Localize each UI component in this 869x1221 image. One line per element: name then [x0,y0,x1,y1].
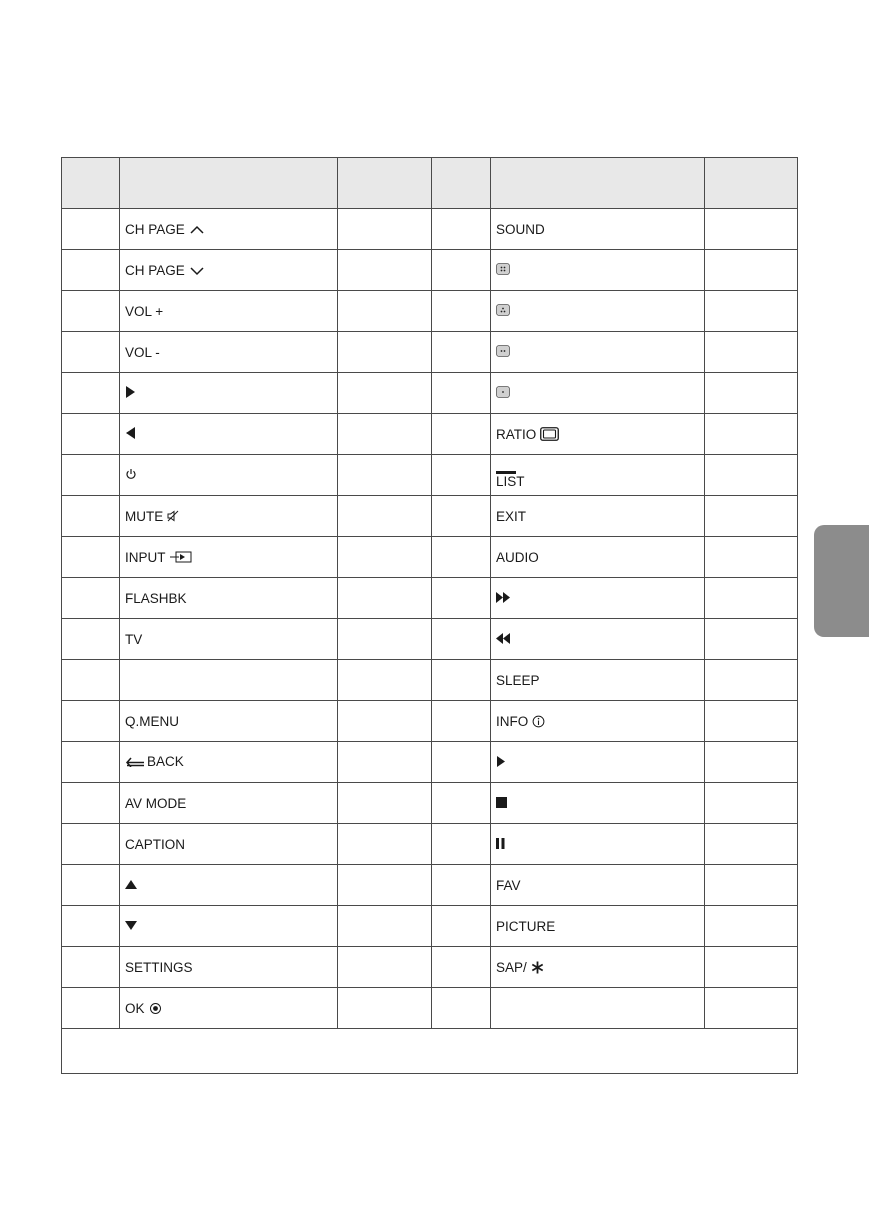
table-row [62,332,798,373]
right-code-cell [432,947,491,988]
button-label [496,304,510,316]
left-value-cell [338,332,432,373]
button-label-text: SOUND [496,221,545,237]
right-code-cell [432,906,491,947]
left-value-cell [338,578,432,619]
chevron-up-icon [189,224,205,235]
button-label [496,471,525,488]
right-code-cell [432,742,491,783]
button-label-text: MUTE [125,508,164,524]
left-button-name-cell [120,373,338,414]
button-label [496,633,511,644]
button-label-text: INPUT [125,549,166,565]
rewind-icon [496,633,511,644]
button-label-text: CAPTION [125,836,186,852]
left-code-cell [62,537,120,578]
left-code-cell [62,619,120,660]
left-code-cell [62,742,120,783]
button-label [496,222,545,237]
right-button-name-cell [491,619,705,660]
table-row [62,660,798,701]
left-code-cell [62,496,120,537]
right-value-cell [705,455,798,496]
arrow-right-icon [125,386,136,398]
button-label [496,919,555,934]
right-button-name-cell [491,742,705,783]
left-code-cell [62,947,120,988]
right-code-cell [432,824,491,865]
right-code-cell [432,332,491,373]
left-button-name-cell [120,906,338,947]
left-button-name-cell [120,537,338,578]
left-button-name-cell [120,660,338,701]
button-label [125,222,205,237]
button-label [125,1001,162,1016]
button-label [496,592,511,603]
left-value-cell [338,865,432,906]
left-code-cell [62,988,120,1029]
button-label-text: FAV [496,877,521,893]
right-button-name-cell [491,906,705,947]
button-label-text: RATIO [496,426,537,442]
right-code-cell [432,865,491,906]
right-code-cell [432,496,491,537]
right-code-cell [432,250,491,291]
left-code-cell [62,701,120,742]
button-label-text: TV [125,631,143,647]
right-button-name-cell [491,455,705,496]
table-row [62,250,798,291]
left-button-name-cell [120,291,338,332]
back-icon [125,755,145,767]
left-button-name-cell [120,824,338,865]
table-footer-note [62,1029,798,1074]
info-icon [532,715,545,728]
two-dot-key-icon [496,345,510,357]
button-label [496,960,544,975]
left-button-name-cell [120,209,338,250]
right-value-cell [705,701,798,742]
left-value-cell [338,988,432,1029]
right-button-name-cell [491,988,705,1029]
left-button-name-cell [120,250,338,291]
left-value-cell [338,496,432,537]
button-label-text: Q.MENU [125,713,179,729]
right-code-cell [432,373,491,414]
one-dot-key-icon [496,386,510,398]
left-value-cell [338,250,432,291]
right-button-name-cell [491,209,705,250]
left-value-cell [338,824,432,865]
right-code-cell [432,660,491,701]
button-label-text: PICTURE [496,918,556,934]
pause-icon [496,838,505,849]
button-label-text: OK [125,1000,145,1016]
button-label [496,386,510,398]
button-label-text: SLEEP [496,672,540,688]
button-label [496,878,521,893]
four-dot-key-icon [496,263,510,275]
table-row [62,414,798,455]
table-row [62,578,798,619]
table-row [62,947,798,988]
header-cell [491,158,705,209]
button-label [125,468,137,480]
right-code-cell [432,209,491,250]
table-row [62,455,798,496]
button-label [496,838,505,849]
input-icon [170,551,192,563]
button-label-text: CH PAGE [125,262,185,278]
left-value-cell [338,660,432,701]
left-code-cell [62,455,120,496]
button-label [125,714,179,729]
power-icon [125,468,137,480]
button-label-text: SETTINGS [125,959,193,975]
left-code-cell [62,209,120,250]
left-code-cell [62,906,120,947]
three-dot-key-icon [496,304,510,316]
table-row [62,209,798,250]
right-value-cell [705,250,798,291]
left-value-cell [338,783,432,824]
right-value-cell [705,906,798,947]
left-value-cell [338,373,432,414]
table-row [62,537,798,578]
button-label [125,427,136,439]
table-row [62,988,798,1029]
right-button-name-cell [491,537,705,578]
button-label [125,837,185,852]
left-value-cell [338,619,432,660]
right-code-cell [432,291,491,332]
table-row [62,373,798,414]
left-button-name-cell [120,865,338,906]
table-row [62,701,798,742]
header-cell [705,158,798,209]
button-label [125,960,193,975]
right-code-cell [432,455,491,496]
button-label [125,632,142,647]
left-code-cell [62,660,120,701]
stop-icon [496,797,507,808]
right-button-name-cell [491,496,705,537]
button-label-text: CH PAGE [125,221,185,237]
left-value-cell [338,537,432,578]
right-code-cell [432,619,491,660]
left-value-cell [338,947,432,988]
button-label [496,797,507,808]
right-value-cell [705,414,798,455]
right-button-name-cell [491,578,705,619]
left-value-cell [338,291,432,332]
right-code-cell [432,988,491,1029]
right-button-name-cell [491,865,705,906]
button-label [125,386,136,398]
fast-forward-icon [496,592,511,603]
right-value-cell [705,783,798,824]
left-button-name-cell [120,619,338,660]
table-header-row [62,158,798,209]
button-label-text: LIST [496,474,525,489]
asterisk-icon [531,961,544,974]
right-value-cell [705,373,798,414]
button-label-text: AV MODE [125,795,187,811]
left-button-name-cell [120,455,338,496]
left-code-cell [62,291,120,332]
right-value-cell [705,742,798,783]
right-button-name-cell [491,250,705,291]
right-button-name-cell [491,291,705,332]
button-label-text: VOL + [125,303,164,319]
right-value-cell [705,660,798,701]
left-code-cell [62,373,120,414]
header-cell [432,158,491,209]
button-label [125,591,187,606]
right-value-cell [705,209,798,250]
left-button-name-cell [120,742,338,783]
left-code-cell [62,578,120,619]
chevron-down-icon [189,265,205,276]
mute-icon [167,510,180,522]
right-value-cell [705,496,798,537]
button-label [496,509,526,524]
button-label-text: INFO [496,713,529,729]
left-code-cell [62,783,120,824]
ok-dot-icon [149,1002,162,1015]
left-button-name-cell [120,947,338,988]
right-value-cell [705,947,798,988]
right-code-cell [432,414,491,455]
left-value-cell [338,701,432,742]
table-row [62,824,798,865]
button-label [496,714,545,729]
table-row [62,742,798,783]
header-cell [62,158,120,209]
left-value-cell [338,742,432,783]
arrow-down-icon [125,920,137,931]
left-code-cell [62,414,120,455]
button-label-text: AUDIO [496,549,539,565]
left-button-name-cell [120,783,338,824]
left-button-name-cell [120,578,338,619]
button-label [125,920,137,931]
right-value-cell [705,332,798,373]
left-button-name-cell [120,701,338,742]
right-value-cell [705,865,798,906]
table-row [62,291,798,332]
button-label [125,754,184,769]
arrow-left-icon [125,427,136,439]
list-bar-icon [496,471,525,488]
button-label-text: EXIT [496,508,527,524]
left-value-cell [338,906,432,947]
button-label [496,756,506,767]
button-label [125,263,205,278]
left-value-cell [338,209,432,250]
header-cell [338,158,432,209]
left-code-cell [62,250,120,291]
left-code-cell [62,332,120,373]
right-value-cell [705,537,798,578]
button-label [496,673,540,688]
right-button-name-cell [491,373,705,414]
right-value-cell [705,988,798,1029]
button-label-text: SAP/ [496,959,527,975]
table-row [62,865,798,906]
table-row [62,783,798,824]
left-button-name-cell [120,988,338,1029]
left-button-name-cell [120,332,338,373]
right-value-cell [705,291,798,332]
right-button-name-cell [491,824,705,865]
button-label [125,345,160,360]
button-label [496,345,510,357]
button-label [125,550,192,565]
ir-code-table [61,157,798,1074]
right-value-cell [705,619,798,660]
button-label [125,879,137,890]
button-label [496,550,539,565]
left-code-cell [62,824,120,865]
button-label-text: FLASHBK [125,590,187,606]
right-code-cell [432,578,491,619]
right-code-cell [432,537,491,578]
play-icon [496,756,506,767]
right-button-name-cell [491,783,705,824]
table-footer-row [62,1029,798,1074]
right-code-cell [432,701,491,742]
right-value-cell [705,578,798,619]
table-row [62,906,798,947]
button-label [125,509,180,524]
left-value-cell [338,455,432,496]
button-label [125,304,163,319]
button-label-text: VOL - [125,344,160,360]
left-code-cell [62,865,120,906]
table-row [62,619,798,660]
button-label [496,427,559,442]
right-code-cell [432,783,491,824]
table-row [62,496,798,537]
button-label-text: BACK [147,753,184,769]
arrow-up-icon [125,879,137,890]
left-button-name-cell [120,496,338,537]
right-button-name-cell [491,701,705,742]
ratio-icon [540,427,559,441]
left-value-cell [338,414,432,455]
button-label [496,263,510,275]
right-button-name-cell [491,414,705,455]
left-button-name-cell [120,414,338,455]
right-button-name-cell [491,332,705,373]
button-label [125,796,186,811]
right-button-name-cell [491,947,705,988]
right-value-cell [705,824,798,865]
right-button-name-cell [491,660,705,701]
header-cell [120,158,338,209]
section-tab [814,525,869,637]
